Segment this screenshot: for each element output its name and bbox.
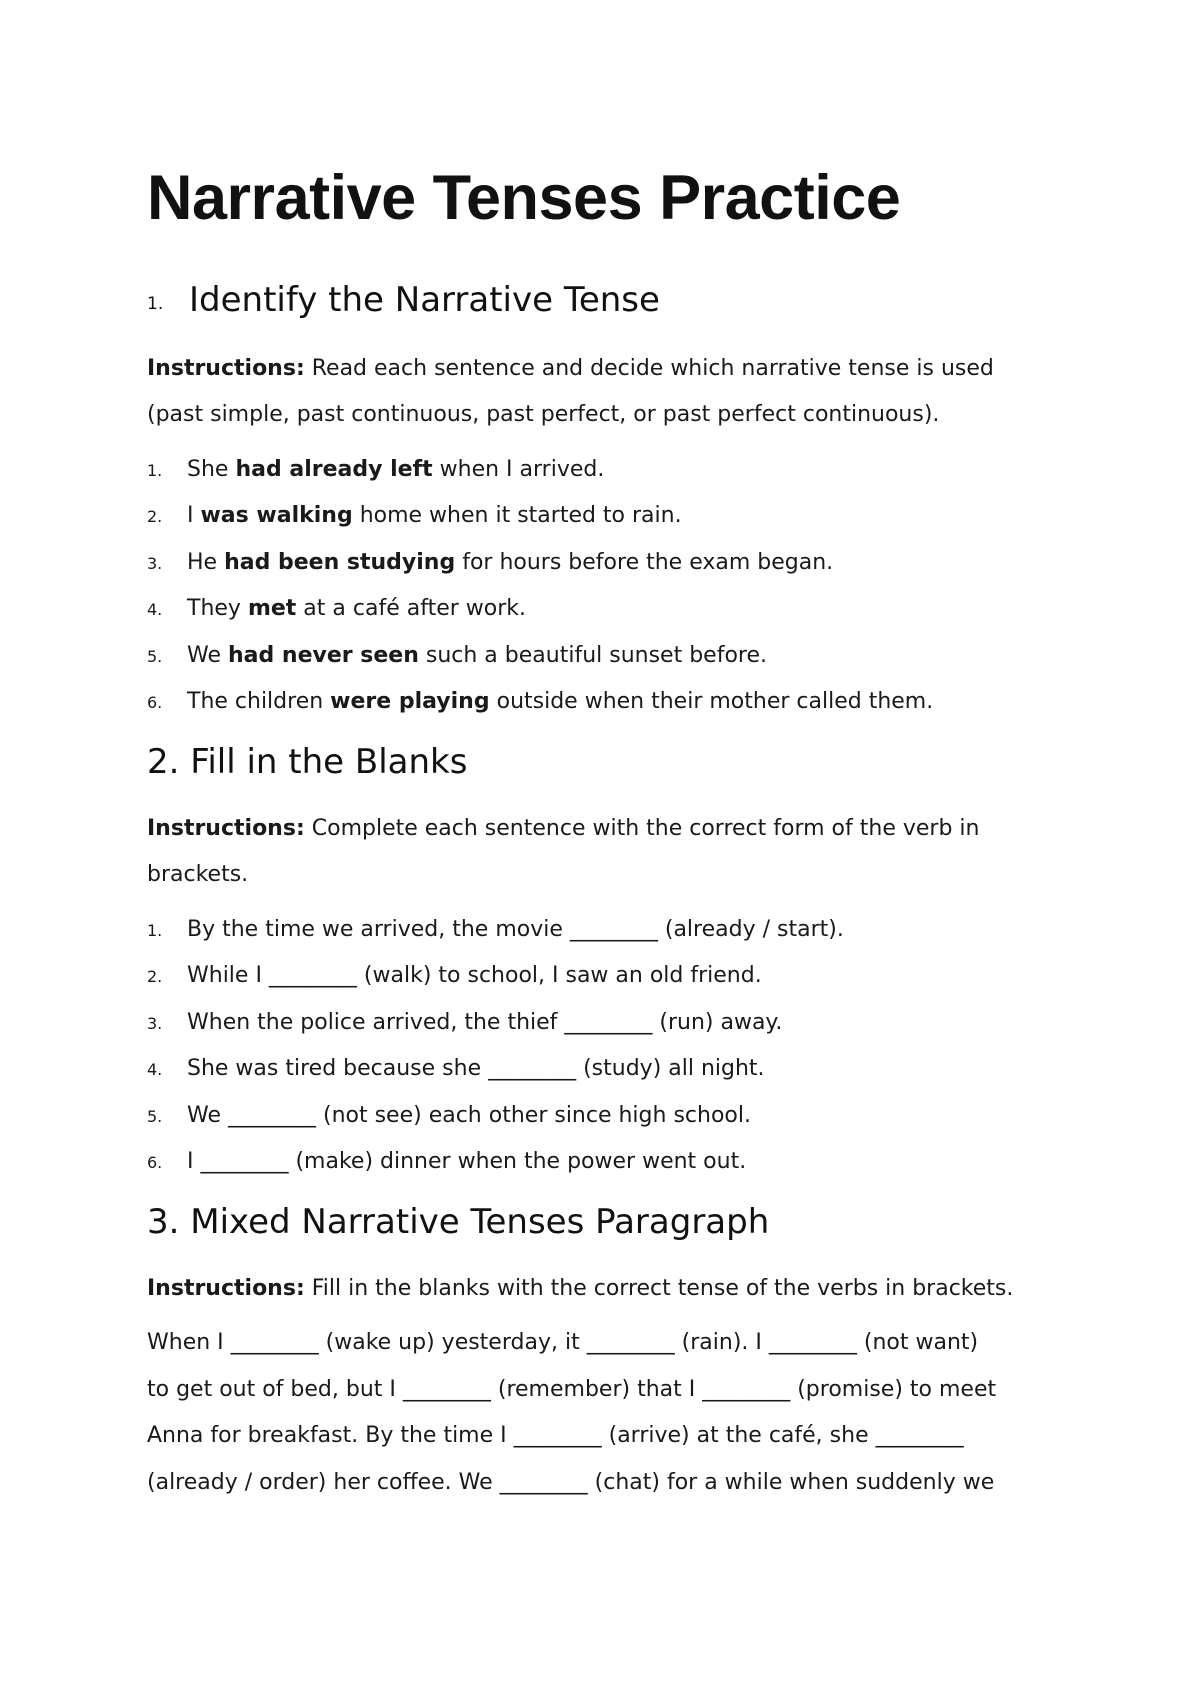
list-item: 3. He had been studying for hours before the exam began. xyxy=(147,549,834,575)
instructions-line: (past simple, past continuous, past perfect, or past perfect continuous). xyxy=(147,402,940,427)
list-item: 2. I was walking home when it started to rain. xyxy=(147,503,682,528)
list-item: 5. We had never seen such a beautiful sunset before. xyxy=(147,642,767,668)
instructions-line: Instructions: Complete each sentence with the correct form of the verb in xyxy=(147,815,980,841)
page-title: Narrative Tenses Practice xyxy=(147,163,901,233)
section-fill-blanks xyxy=(147,740,1087,1186)
instructions-block xyxy=(147,1266,1087,1313)
section-heading xyxy=(147,278,1087,324)
instructions-block xyxy=(147,806,1087,899)
sentence-list xyxy=(147,447,1087,726)
instructions-line: Instructions: Fill in the blanks with the correct tense of the verbs in brackets. xyxy=(147,1275,1014,1301)
sentence-list xyxy=(147,907,1087,1186)
list-item: 4. She was tired because she ________ (study) all night. xyxy=(147,1056,765,1081)
instructions-block xyxy=(147,346,1087,439)
list-item: 5. We ________ (not see) each other since high school. xyxy=(147,1102,751,1128)
section-heading-text: Identify the Narrative Tense xyxy=(189,280,660,320)
paragraph-line: to get out of bed, but I ________ (remember) that I ________ (promise) to meet xyxy=(147,1376,997,1402)
instructions-label: Instructions: xyxy=(147,1275,305,1301)
instructions-label: Instructions: xyxy=(147,815,305,841)
section-heading: 3. Mixed Narrative Tenses Paragraph xyxy=(147,1201,770,1242)
paragraph-line: When I ________ (wake up) yesterday, it ________ (rain). I ________ (not want) xyxy=(147,1330,979,1355)
instructions-label: Instructions: xyxy=(147,355,305,381)
paragraph-line: (already / order) her coffee. We ________ (chat) for a while when suddenly we xyxy=(147,1469,995,1495)
section-identify-tense xyxy=(147,278,1087,726)
list-item: 6. I ________ (make) dinner when the power went out. xyxy=(147,1149,747,1174)
list-item: 1. She had already left when I arrived. xyxy=(147,456,605,482)
section-heading: 2. Fill in the Blanks xyxy=(147,741,468,782)
list-item: 6. The children were playing outside when their mother called them. xyxy=(147,689,934,714)
exercise-paragraph xyxy=(147,1320,1087,1506)
list-item: 1. By the time we arrived, the movie ________ (already / start). xyxy=(147,916,844,942)
worksheet-page xyxy=(147,160,1087,1506)
list-item: 3. When the police arrived, the thief ________ (run) away. xyxy=(147,1009,783,1035)
section-number: 1. xyxy=(147,293,164,314)
paragraph-line: Anna for breakfast. By the time I ________ (arrive) at the café, she ________ xyxy=(147,1423,964,1448)
list-item: 4. They met at a café after work. xyxy=(147,596,527,621)
list-item: 2. While I ________ (walk) to school, I saw an old friend. xyxy=(147,963,762,988)
instructions-line: brackets. xyxy=(147,862,249,887)
instructions-line: Instructions: Read each sentence and decide which narrative tense is used xyxy=(147,355,994,381)
section-mixed-paragraph xyxy=(147,1200,1087,1507)
